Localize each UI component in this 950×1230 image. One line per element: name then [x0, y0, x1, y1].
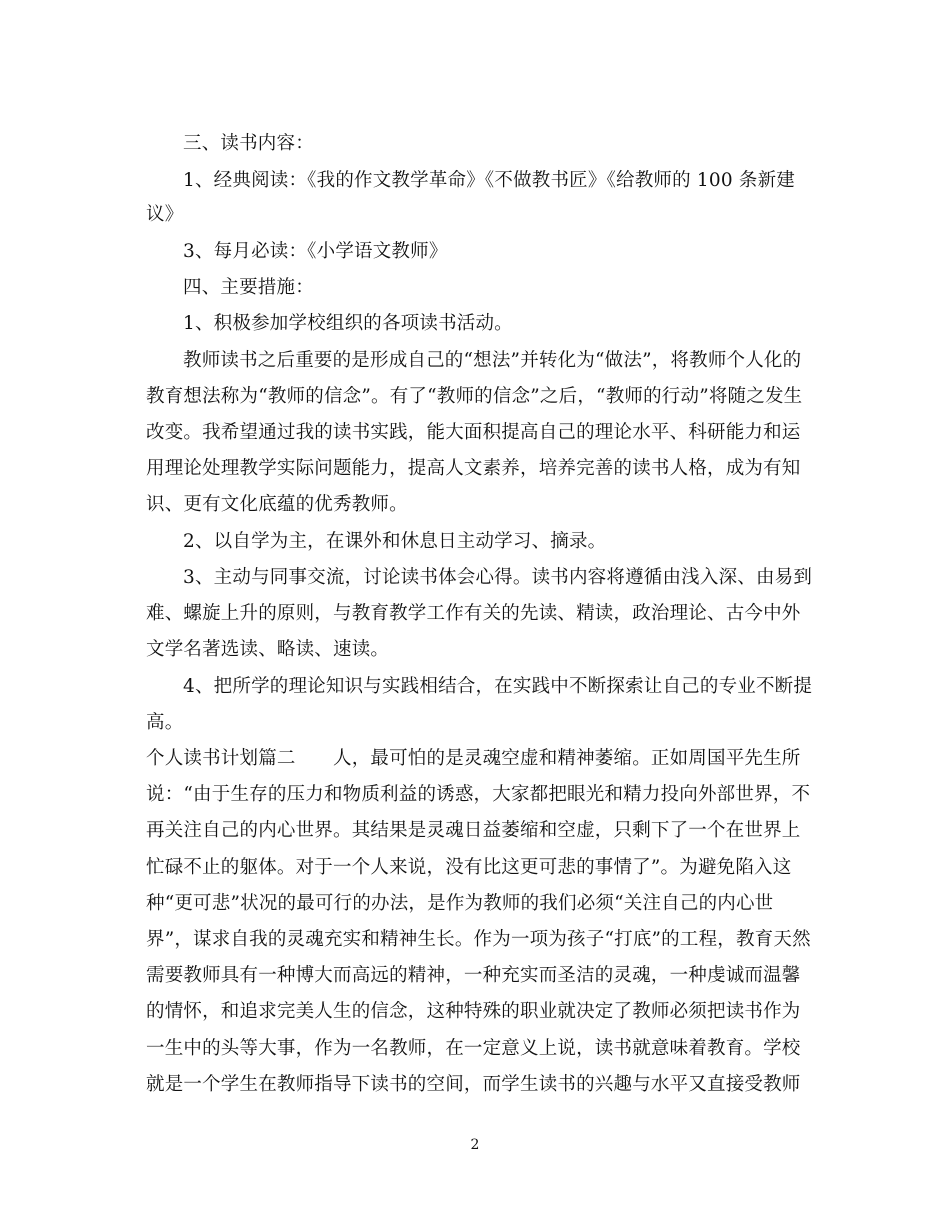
text-line: 一生中的头等大事，作为一名教师，在一定意义上说，读书就意味着教育。学校: [146, 1038, 801, 1059]
text-line: 3、每月必读：《小学语文教师》: [183, 241, 448, 262]
text-line: 需要教师具有一种博大而高远的精神，一种充实而圣洁的灵魂，一种虔诚而温馨: [146, 965, 801, 986]
text-line: 个人读书计划篇二 人，最可怕的是灵魂空虚和精神萎缩。正如周国平先生所: [146, 748, 801, 769]
page-number: 2: [470, 1137, 480, 1153]
text-line: 种“更可悲”状况的最可行的办法，是作为教师的我们必须“关注自己的内心世: [146, 893, 774, 914]
text-line: 文学名著选读、略读、速读。: [146, 639, 390, 660]
text-line: 识、更有文化底蕴的优秀教师。: [146, 494, 408, 515]
text-line: 界”，谋求自我的灵魂充实和精神生长。作为一项为孩子“打底”的工程，教育天然: [146, 929, 811, 950]
text-line: 2、以自学为主，在课外和休息日主动学习、摘录。: [183, 531, 607, 552]
text-line: 4、把所学的理论知识与实践相结合，在实践中不断探索让自己的专业不断提: [183, 676, 813, 697]
text-line: 教育想法称为“教师的信念”。有了“教师的信念”之后，“教师的行动”将随之发生: [146, 386, 803, 407]
text-line: 教师读书之后重要的是形成自己的“想法”并转化为“做法”，将教师个人化的: [183, 350, 802, 371]
text-line: 3、主动与同事交流，讨论读书体会心得。读书内容将遵循由浅入深、由易到: [183, 567, 813, 588]
text-line: 1、经典阅读：《我的作文教学革命》《不做教书匠》《给教师的 100 条新建: [183, 170, 795, 191]
text-line: 说：“由于生存的压力和物质利益的诱惑，大家都把眼光和精力投向外部世界，不: [146, 784, 811, 805]
text-line: 1、积极参加学校组织的各项读书活动。: [183, 313, 513, 334]
text-line: 改变。我希望通过我的读书实践，能大面积提高自己的理论水平、科研能力和运: [146, 422, 801, 443]
text-line: 忙碌不止的躯体。对于一个人来说，没有比这更可悲的事情了”。为避免陷入这: [146, 857, 792, 878]
text-line: 的情怀，和追求完美人生的信念，这种特殊的职业就决定了教师必须把读书作为: [146, 1001, 801, 1022]
text-line: 四、主要措施：: [183, 277, 314, 298]
text-line: 议》: [146, 204, 184, 225]
text-line: 三、读书内容：: [183, 133, 314, 154]
text-line: 再关注自己的内心世界。其结果是灵魂日益萎缩和空虚，只剩下了一个在世界上: [146, 820, 801, 841]
text-line: 就是一个学生在教师指导下读书的空间，而学生读书的兴趣与水平又直接受教师: [146, 1074, 801, 1095]
text-line: 高。: [146, 712, 184, 733]
text-line: 用理论处理教学实际问题能力，提高人文素养，培养完善的读书人格，成为有知: [146, 458, 801, 479]
text-line: 难、螺旋上升的原则，与教育教学工作有关的先读、精读，政治理论、古今中外: [146, 603, 801, 624]
